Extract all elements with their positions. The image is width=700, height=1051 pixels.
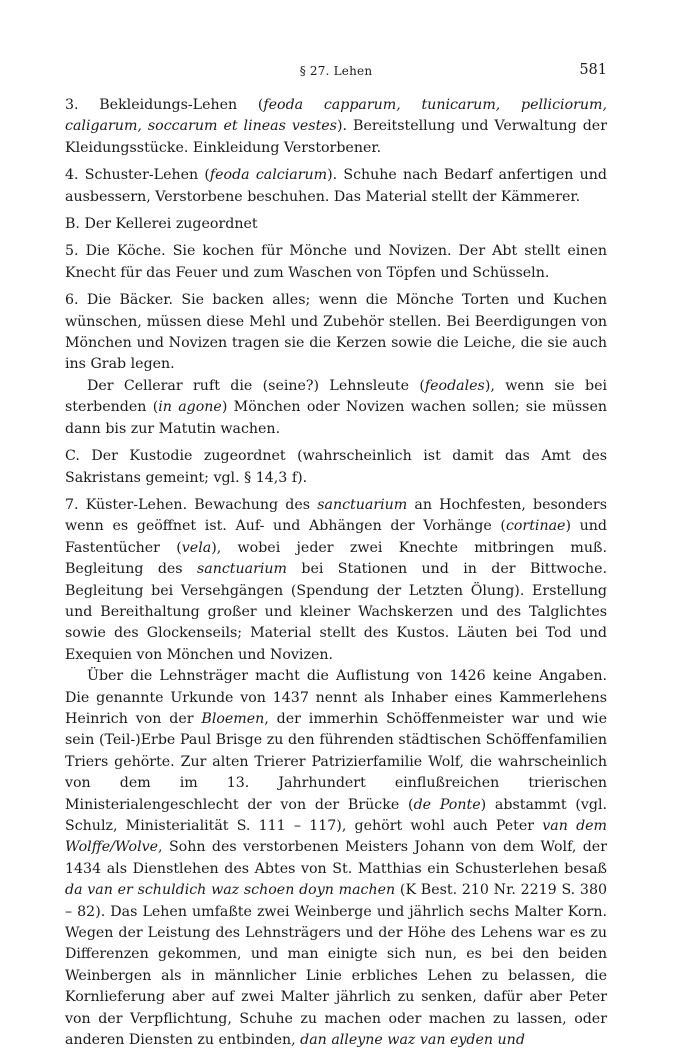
paragraph-p8 (65, 666, 607, 1051)
text-run: , der immerhin Schöffenmeister war und wie sein (Teil-)Erbe Paul Brisge zu den führenden städtischen Schöffenfamilien Triers gehörte. Zur alten Trierer Patrizierfamilie Wolf, die wahrscheinlich von dem im 13. Jahrhundert einflußreichen trierischen Ministerialengeschlecht der von der Brücke ( (65, 710, 607, 813)
text-run: ) abstammt (vgl. Schulz, Ministerialität S. 111 – 117), gehört wohl auch Peter (65, 796, 607, 834)
text-run: 4. Schuster-Lehen ( (65, 167, 210, 184)
paragraph-p5 (65, 241, 607, 284)
italic-term: dan alleyne waz van eyden und (300, 1032, 525, 1049)
italic-term: vela (181, 539, 212, 556)
paragraph-pC (65, 446, 607, 489)
paragraph-p3 (65, 95, 607, 159)
text-run: ). Schuhe nach Bedarf anfertigen und ausbessern, Verstorbene beschuhen. Das Material stellt der Kämmerer. (65, 167, 607, 205)
text-run: , Sohn des verstorbenen Meisters Johann von dem Wolf, der 1434 als Dienstlehen des Abtes von St. Matthias ein Schusterlehen besaß (65, 839, 607, 877)
text-run: an Hochfesten, besonders wenn es geöffnet ist. Auf- und Abhängen der Vorhänge ( (65, 496, 607, 535)
text-run: Der Cellerar ruft die (seine?) Lehnsleute ( (87, 377, 425, 394)
paragraph-pB (65, 214, 607, 235)
text-run: 7. Küster-Lehen. Bewachung des (65, 496, 318, 513)
italic-term: cortinae (505, 518, 566, 535)
running-head-title: § 27. Lehen (299, 64, 373, 78)
text-run: 6. Die Bäcker. Sie backen alles; wenn die Mönche Torten und Kuchen wünschen, müssen diese Mehl und Zubehör stellen. Bei Beerdigungen von Mönchen und Novizen tragen sie die Kerzen sowie die Leiche, die sie auch ins Grab legen. (65, 292, 607, 373)
italic-term: feodales (424, 377, 485, 394)
italic-term: in agone (158, 399, 222, 416)
italic-term: de Ponte (413, 796, 481, 813)
paragraph-p4 (65, 165, 607, 208)
page-number: 581 (579, 62, 607, 78)
italic-term: feoda capparum, tunicarum, pelliciorum, caligarum, soccarum et lineas vestes (65, 97, 607, 135)
paragraph-p6b (65, 376, 607, 440)
italic-term: van dem Wolffe/Wolve (65, 818, 607, 856)
text-run: (K Best. 210 Nr. 2219 S. 380 – 82). Das Lehen umfaßte zwei Weinberge und jährlich sechs Malter Korn. Wegen der Leistung des Lehnsträgers und der Höhe des Lehens war es zu Differenzen gekommen, und man einigte sich nun, es bei den beiden Weinbergen als in männlicher Linie erbliches Lehen zu belassen, die Kornlieferung aber auf zwei Malter jährlich zu senken, dafür aber Peter von der Verpflichtung, Schuhe zu machen oder machen zu lassen, oder anderen Diensten zu entbinden, (65, 882, 607, 1049)
text-run: ) und Fastentücher ( (65, 518, 607, 556)
text-run: ) Mönchen oder Novizen wachen sollen; sie müssen dann bis zur Matutin wachen. (65, 399, 607, 437)
paragraph-p6 (65, 290, 607, 376)
text-run: C. Der Kustodie zugeordnet (wahrscheinlich ist damit das Amt des Sakristans gemeint; vgl. § 14,3 f). (65, 448, 607, 486)
italic-term: Bloemen (201, 710, 265, 727)
paragraph-p7 (65, 495, 607, 666)
text-run: 3. Bekleidungs-Lehen ( (65, 97, 264, 113)
text-run: ). Bereitstellung und Verwaltung der Kleidungsstücke. Einkleidung Verstorbener. (65, 118, 607, 156)
text-run: 5. Die Köche. Sie kochen für Mönche und Novizen. Der Abt stellt einen Knecht für das Feuer und zum Waschen von Töpfen und Schüsseln. (65, 243, 607, 281)
text-run: B. Der Kellerei zugeordnet (65, 216, 258, 233)
text-run: Über die Lehnsträger macht die Auflistung von 1426 keine Angaben. Die genannte Urkunde von 1437 nennt als Inhaber eines Kammerlehens Heinrich von der (65, 668, 607, 727)
italic-term: sanctuarium (317, 496, 408, 513)
italic-term: sanctuarium (196, 561, 287, 578)
italic-term: da van er schuldich waz schoen doyn machen (65, 882, 396, 899)
page-body (65, 95, 607, 1051)
text-run: ), wobei jeder zwei Knechte mitbringen muß. Begleitung des (65, 539, 607, 578)
text-run: bei Stationen und in der Bittwoche. Begleitung bei Versehgängen (Spendung der Letzten Ölung). Erstellung und Bereithaltung großer und kleiner Wachskerzen und des Talglichtes sowie des Glockenseils; Material stellt des Kustos. Läuten bei Tod und Exequien von Mönchen und Novizen. (65, 561, 607, 663)
running-head (65, 62, 607, 82)
text-run: ), wenn sie bei sterbenden ( (65, 377, 608, 416)
italic-term: feoda calciarum (209, 167, 328, 184)
